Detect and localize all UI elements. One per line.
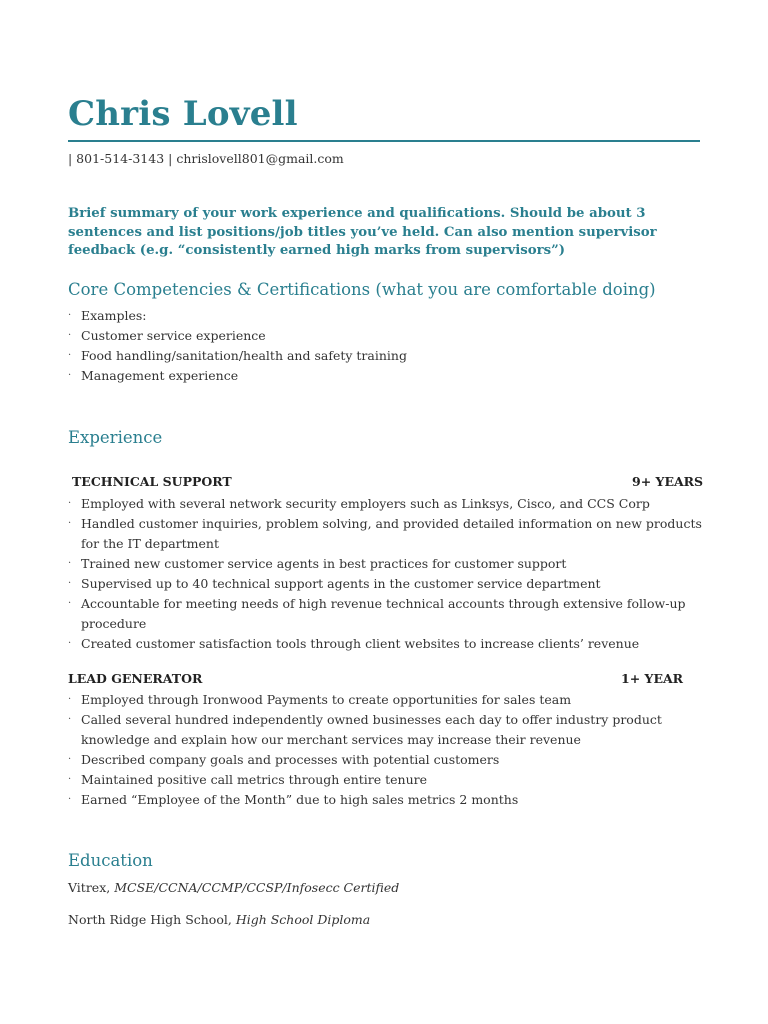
list-item: · Management experience <box>68 366 708 386</box>
list-item: · Accountable for meeting needs of high revenue technical accounts through extensive follow-up procedure <box>68 596 686 631</box>
list-item: · Food handling/sanitation/health and safety training <box>68 346 708 366</box>
bullet-icon: · <box>68 794 72 805</box>
job-title: LEAD GENERATOR <box>68 671 203 686</box>
list-item: · Earned “Employee of the Month” due to high sales metrics 2 months <box>68 790 708 810</box>
bullet-icon: · <box>68 578 72 589</box>
education-entry: North Ridge High School, High School Diploma <box>68 912 371 927</box>
header-divider <box>68 140 700 142</box>
job-duration: 9+ YEARS <box>632 474 704 489</box>
list-item: · Employed with several network security employers such as Linksys, Cisco, and CCS Corp <box>68 494 708 514</box>
bullet-icon: · <box>68 350 72 361</box>
education-heading: Education <box>68 851 153 870</box>
bullet-icon: · <box>68 310 72 321</box>
list-item: · Examples: <box>68 306 708 326</box>
list-item: · Trained new customer service agents in best practices for customer support <box>68 554 708 574</box>
job-title: TECHNICAL SUPPORT <box>72 474 232 489</box>
list-item: · Described company goals and processes with potential customers <box>68 750 708 770</box>
bullet-icon: · <box>68 714 72 725</box>
list-item: · Called several hundred independently owned businesses each day to offer industry product knowledge and explain how our merchant services may increase their revenue <box>68 712 662 747</box>
list-item: · Created customer satisfaction tools through client websites to increase clients’ revenue <box>68 634 708 654</box>
list-item: · Handled customer inquiries, problem solving, and provided detailed information on new products for the IT department <box>68 516 702 551</box>
list-item: · Supervised up to 40 technical support agents in the customer service department <box>68 574 708 594</box>
job-duration: 1+ YEAR <box>621 671 684 686</box>
list-item: · Maintained positive call metrics through entire tenure <box>68 770 708 790</box>
competencies-heading: Core Competencies & Certifications (what you are comfortable doing) <box>68 280 656 299</box>
bullet-icon: · <box>68 558 72 569</box>
contact-line: | 801-514-3143 | chrislovell801@gmail.com <box>68 151 344 166</box>
bullet-icon: · <box>68 330 72 341</box>
bullet-icon: · <box>68 754 72 765</box>
job-bullets-lead-generator <box>68 690 708 810</box>
experience-heading: Experience <box>68 428 163 447</box>
bullet-icon: · <box>68 694 72 705</box>
competencies-list <box>68 306 708 386</box>
bullet-icon: · <box>68 498 72 509</box>
bullet-icon: · <box>68 370 72 381</box>
list-item: · Customer service experience <box>68 326 708 346</box>
summary-paragraph: Brief summary of your work experience and qualifications. Should be about 3 sentences and list positions/job titles you’ve held. Can also mention supervisor feedback (e.g. “consistently earned high marks from supervisors”) <box>68 206 657 258</box>
bullet-icon: · <box>68 598 72 609</box>
bullet-icon: · <box>68 518 72 529</box>
job-bullets-technical-support <box>68 494 708 654</box>
resume-name: Chris Lovell <box>68 94 298 134</box>
education-entry: Vitrex, MCSE/CCNA/CCMP/CCSP/Infosecc Certified <box>68 880 400 895</box>
bullet-icon: · <box>68 774 72 785</box>
bullet-icon: · <box>68 638 72 649</box>
list-item: · Employed through Ironwood Payments to create opportunities for sales team <box>68 690 708 710</box>
